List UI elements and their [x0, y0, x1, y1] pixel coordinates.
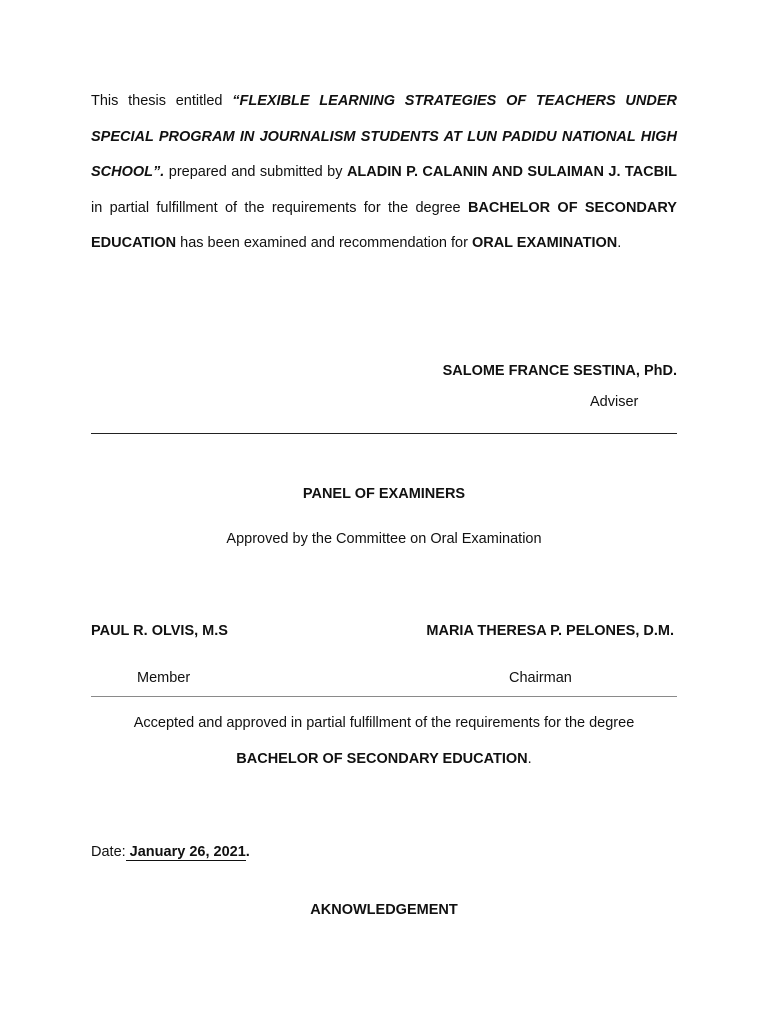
acceptance-text: Accepted and approved in partial fulfillment of the requirements for the degree	[133, 715, 635, 731]
member-role: Member	[137, 670, 191, 686]
date-label: Date:	[91, 844, 126, 860]
adviser-role: Adviser	[590, 394, 639, 410]
panel-heading: PANEL OF EXAMINERS	[302, 486, 466, 502]
date-line	[91, 844, 250, 860]
thesis-title: “FLEXIBLE LEARNING STRATEGIES OF TEACHERS UNDER SPECIAL PROGRAM IN JOURNALISM STUDENTS AT LUN PADIDU NATIONAL HIGH SCHOOL”.	[91, 93, 677, 181]
examined-text: has been examined and recommendation for	[176, 235, 472, 252]
approval-intro: This thesis entitled	[91, 93, 233, 109]
committee-approval-text: Approved by the Committee on Oral Examination	[226, 531, 542, 547]
chairman-role: Chairman	[509, 670, 572, 686]
acceptance-end-period: .	[527, 751, 532, 767]
acceptance-degree: BACHELOR OF SECONDARY EDUCATION	[236, 751, 528, 767]
prepared-by-text: prepared and submitted by	[164, 164, 347, 181]
degree-name: BACHELOR OF SECONDARY EDUCATION	[91, 199, 677, 252]
signature-divider	[91, 696, 677, 697]
date-value: January 26, 2021	[126, 844, 246, 861]
date-end-period: .	[245, 844, 250, 860]
chairman-name: MARIA THERESA P. PELONES, D.M.	[426, 623, 674, 639]
fulfillment-text: in partial fulfillment of the requirements for the degree	[91, 199, 468, 216]
oral-examination: ORAL EXAMINATION	[471, 235, 618, 252]
acknowledgement-heading: AKNOWLEDGEMENT	[310, 902, 458, 918]
member-name: PAUL R. OLVIS, M.S	[91, 623, 228, 639]
section-divider	[91, 433, 677, 434]
paragraph-end-period: .	[617, 235, 622, 252]
approval-paragraph	[91, 84, 677, 262]
authors: ALADIN P. CALANIN AND SULAIMAN J. TACBIL	[346, 164, 677, 181]
acceptance-degree-line	[0, 751, 768, 767]
adviser-name: SALOME FRANCE SESTINA, PhD.	[442, 363, 677, 379]
